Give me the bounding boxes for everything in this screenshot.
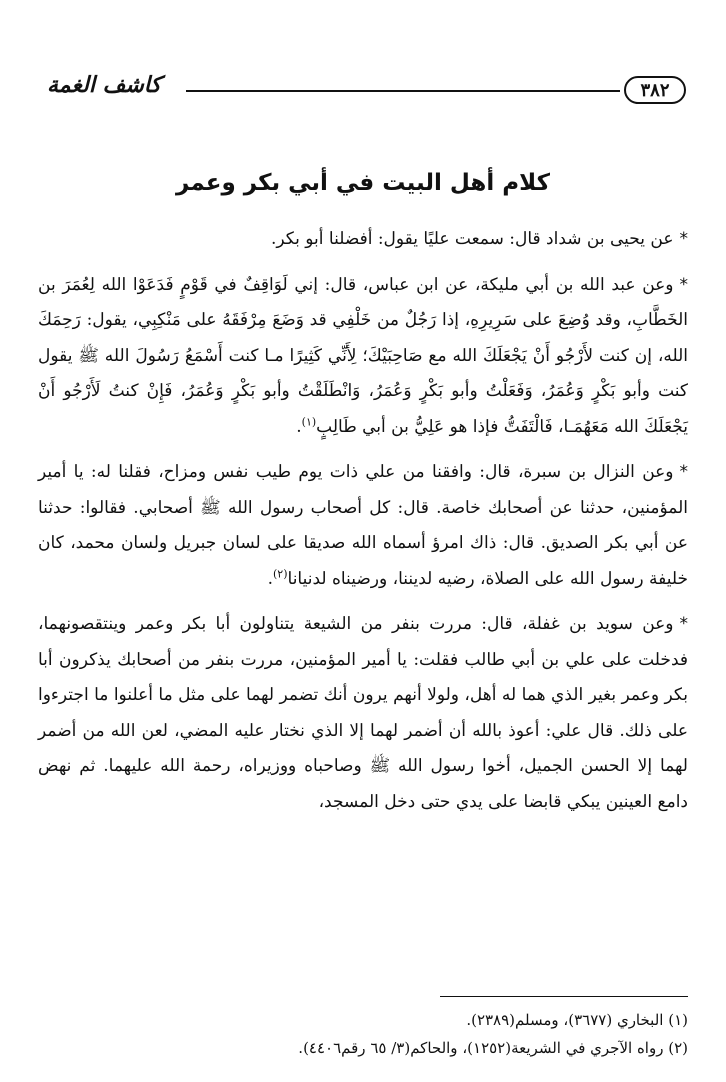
footnote-ref-1[interactable]: (١)	[301, 414, 317, 428]
paragraph-3: *وعن النزال بن سبرة، قال: وافقنا من علي ذات يوم طيب نفس ومزاح، فقلنا له: يا أمير المؤمنين، حدثنا عن أصحابك خاصة. قال: كل أصحاب رسول الله ﷺ أصحابي. فقالوا: حدثنا عن أبي بكر الصديق. قال: ذاك امرؤ أسماه الله صديقا على لسان جبريل ولسان محمد، كان خليفة رسول الله على الصلاة، رضيه لديننا، ورضيناه لدنيانا$^{(٢)}$.	[38, 462, 688, 589]
section-title: كلام أهل البيت في أبي بكر وعمر	[176, 170, 550, 196]
book-title: كاشف الغمة	[47, 72, 161, 98]
paragraph-marker: *	[679, 274, 688, 295]
paragraph-marker: *	[679, 229, 688, 249]
page-number: ٣٨٢	[624, 76, 686, 104]
paragraph-1: *عن يحيى بن شداد قال: سمعت عليًا يقول: أفضلنا أبو بكر.	[270, 229, 688, 249]
paragraph-marker: *	[679, 614, 688, 634]
body-text	[38, 222, 688, 830]
footnote-ref-2[interactable]: (٢)	[273, 566, 288, 580]
footnote-2: (٢) رواه الآجري في الشريعة(١٢٥٢)، والحاكم(٣/ ٦٥ رقم٤٤٠٦).	[298, 1039, 688, 1057]
header-rule	[186, 90, 620, 92]
paragraph-2: *وعن عبد الله بن أبي مليكة، عن ابن عباس، قال: إني لَوَاقِفٌ في قَوْمٍ فَدَعَوْا الله لِعُمَرَ بن الخَطَّابِ، وقد وُضِعَ على سَرِيرِهِ، إذا رَجُلٌ من خَلْفِي قد وَضَعَ مِرْفَقَهُ على مَنْكِبِي، يقول: رَحِمَكَ الله، إن كنت لأَرْجُو أَنْ يَجْعَلَكَ الله مع صَاحِبَيْكَ؛ لِأَنِّي كَثِيرًا مـا كنت أَسْمَعُ رَسُولَ الله ﷺ يقول كنت وأبو بَكْرٍ وَعُمَرُ، وَفَعَلْتُ وأبو بَكْرٍ وَعُمَرُ، وَانْطَلَقْتُ وأبو بَكْرٍ وَعُمَرُ، فَإِنْ كنتُ لَأَرْجُو أَنْ يَجْعَلَكَ الله مَعَهُمَـا، فَالْتَفَتُّ فإذا هو عَلِيُّ بن أبي طَالِبٍ$^{(١)}$.	[38, 274, 688, 437]
paragraph-4: *وعن سويد بن غفلة، قال: مررت بنفر من الشيعة يتناولون أبا بكر وعمر وينتقصونهما، فدخلت على علي بن أبي طالب فقلت: يا أمير المؤمنين، مررت بنفر من أصحابك يذكرون أبا بكر وعمر بغير الذي هما له أهل، ولولا أنهم يرون أنك تضمر لهما على مثل ما أعلنوا ما اجترءوا على ذلك. قال علي: أعوذ بالله أن أضمر لهما إلا الذي نختار عليه المضي، لعن الله من أضمر لهما إلا الحسن الجميل، أخوا رسول الله ﷺ وصاحباه ووزيراه، رحمة الله عليهما. ثم نهض دامع العينين يبكي قابضا على يدي حتى دخل المسجد،	[38, 614, 688, 812]
footnote-1: (١) البخاري (٣٦٧٧)، ومسلم(٢٣٨٩).	[466, 1011, 688, 1029]
footnotes	[38, 1006, 688, 1062]
footnote-separator	[440, 996, 688, 997]
page-header	[0, 72, 726, 112]
paragraph-marker: *	[679, 462, 688, 482]
